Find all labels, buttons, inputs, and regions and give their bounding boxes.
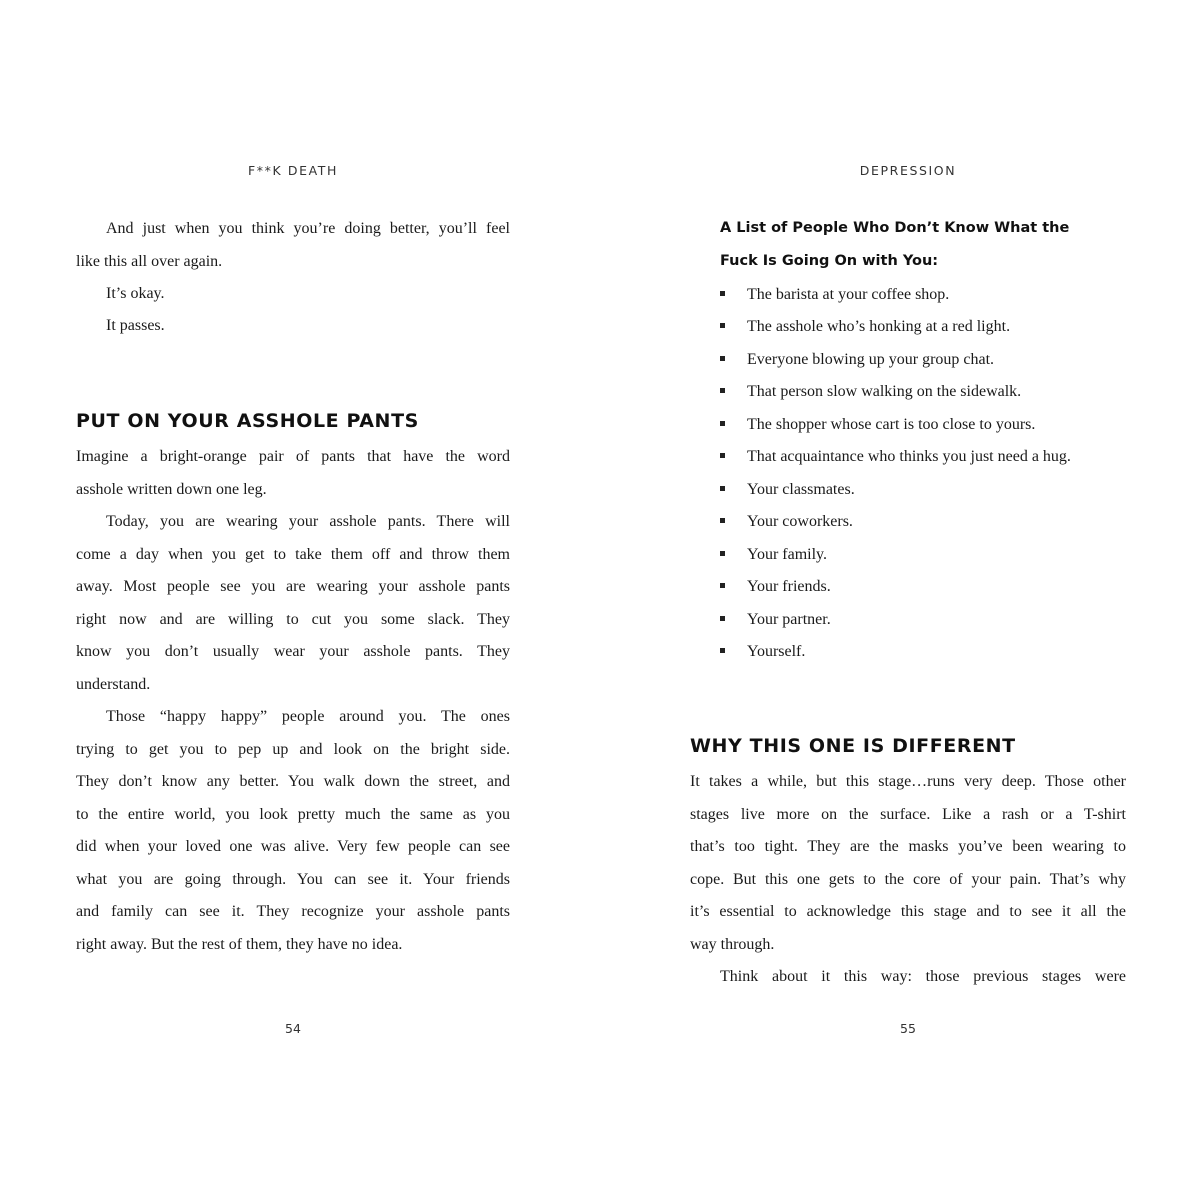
body-line: Those “happy happy” people around you. The ones bbox=[106, 708, 510, 725]
list-item: That person slow walking on the sidewalk. bbox=[720, 382, 1021, 402]
body-line: Today, you are wearing your asshole pants. There will bbox=[106, 513, 510, 530]
body-line: like this all over again. bbox=[76, 253, 223, 270]
section-heading: WHY THIS ONE IS DIFFERENT bbox=[690, 735, 1016, 757]
list-item: That acquaintance who thinks you just need a hug. bbox=[720, 447, 1071, 467]
list-item: Your friends. bbox=[720, 577, 831, 597]
body-line: what you are going through. You can see it. Your friends bbox=[76, 871, 510, 888]
body-line: and family can see it. They recognize your asshole pants bbox=[76, 903, 510, 920]
body-line: cope. But this one gets to the core of your pain. That’s why bbox=[690, 871, 1126, 888]
body-line: come a day when you get to take them off and throw them bbox=[76, 546, 510, 563]
bullet-icon bbox=[720, 583, 725, 588]
body-line: it’s essential to acknowledge this stage and to see it all the bbox=[690, 903, 1126, 920]
bullet-icon bbox=[720, 518, 725, 523]
body-line: They don’t know any better. You walk down the street, and bbox=[76, 773, 510, 790]
list-title: A List of People Who Don’t Know What the bbox=[720, 220, 1070, 236]
bullet-icon bbox=[720, 291, 725, 296]
list-item: Everyone blowing up your group chat. bbox=[720, 350, 994, 370]
body-line: asshole written down one leg. bbox=[76, 481, 267, 498]
bullet-icon bbox=[720, 388, 725, 393]
body-line: way through. bbox=[690, 936, 775, 953]
bullet-icon bbox=[720, 648, 725, 653]
left-page bbox=[76, 0, 510, 1200]
running-head-book-title: F**K DEATH bbox=[248, 163, 338, 178]
right-page bbox=[690, 0, 1126, 1200]
body-line: understand. bbox=[76, 676, 151, 693]
list-item: Your partner. bbox=[720, 610, 831, 630]
body-line: trying to get you to pep up and look on the bright side. bbox=[76, 741, 510, 758]
list-item: Your family. bbox=[720, 545, 827, 565]
body-line: It passes. bbox=[106, 317, 165, 334]
page-number: 54 bbox=[285, 1021, 301, 1036]
running-head-chapter-title: DEPRESSION bbox=[859, 163, 957, 178]
body-line: right now and are willing to cut you some slack. They bbox=[76, 611, 510, 628]
bullet-icon bbox=[720, 486, 725, 491]
list-item: Yourself. bbox=[720, 642, 805, 662]
list-item: Your coworkers. bbox=[720, 512, 853, 532]
body-line: And just when you think you’re doing better, you’ll feel bbox=[106, 220, 510, 237]
bullet-icon bbox=[720, 323, 725, 328]
body-line: Imagine a bright-orange pair of pants that have the word bbox=[76, 448, 510, 465]
list-item: The shopper whose cart is too close to yours. bbox=[720, 415, 1035, 435]
body-line: to the entire world, you look pretty much the same as you bbox=[76, 806, 510, 823]
body-line: that’s too tight. They are the masks you’ve been wearing to bbox=[690, 838, 1126, 855]
bullet-icon bbox=[720, 356, 725, 361]
bullet-icon bbox=[720, 453, 725, 458]
bullet-icon bbox=[720, 616, 725, 621]
page-number: 55 bbox=[900, 1021, 916, 1036]
bullet-icon bbox=[720, 421, 725, 426]
body-line: right away. But the rest of them, they have no idea. bbox=[76, 936, 403, 953]
bullet-icon bbox=[720, 551, 725, 556]
body-line: did when your loved one was alive. Very few people can see bbox=[76, 838, 510, 855]
body-line: Think about it this way: those previous stages were bbox=[720, 968, 1126, 985]
list-item: Your classmates. bbox=[720, 480, 855, 500]
body-line: It takes a while, but this stage…runs very deep. Those other bbox=[690, 773, 1126, 790]
body-line: It’s okay. bbox=[106, 285, 165, 302]
body-line: away. Most people see you are wearing your asshole pants bbox=[76, 578, 510, 595]
body-line: stages live more on the surface. Like a rash or a T-shirt bbox=[690, 806, 1126, 823]
body-line: know you don’t usually wear your asshole pants. They bbox=[76, 643, 510, 660]
list-title: Fuck Is Going On with You: bbox=[720, 253, 939, 269]
list-item: The asshole who’s honking at a red light. bbox=[720, 317, 1010, 337]
list-item: The barista at your coffee shop. bbox=[720, 285, 949, 305]
section-heading: PUT ON YOUR ASSHOLE PANTS bbox=[76, 410, 419, 432]
